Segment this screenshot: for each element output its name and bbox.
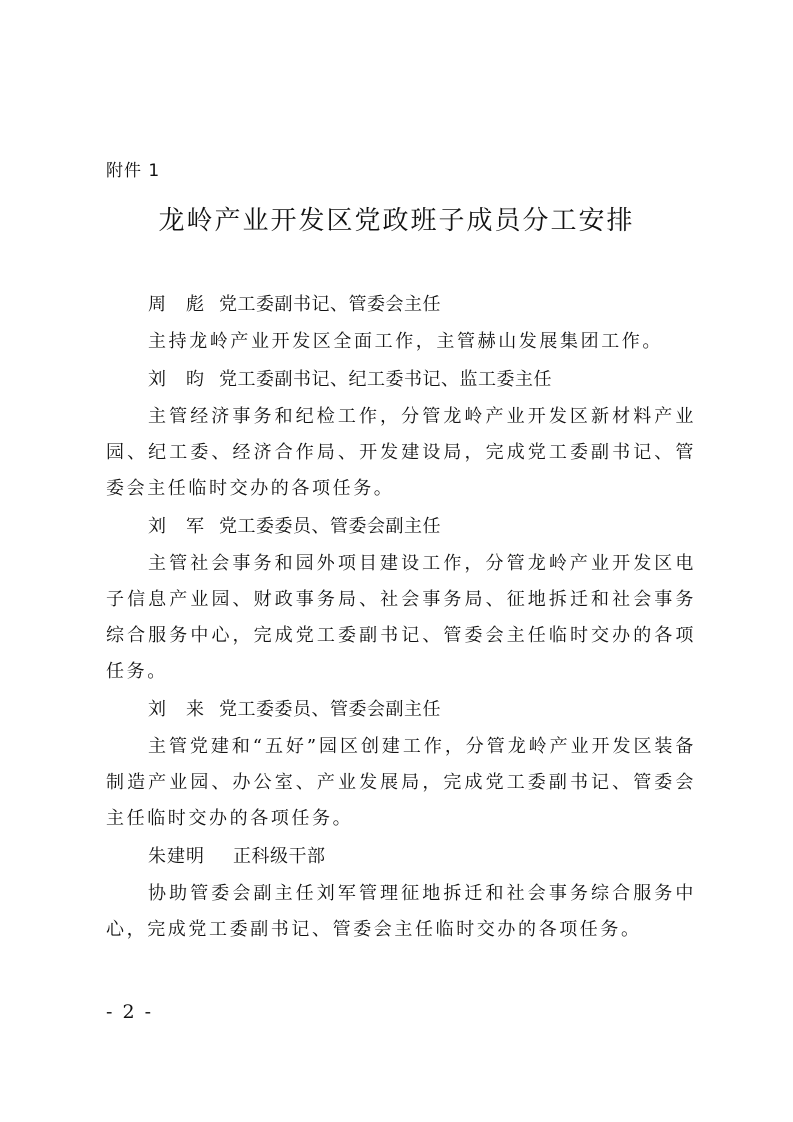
member-name: 刘 来 [148, 699, 205, 720]
member-position: 党工委副书记、管委会主任 [219, 294, 441, 315]
member-duties: 主管社会事务和园外项目建设工作，分管龙岭产业开发区电子信息产业园、财政事务局、社会事务局、征地拆迁和社会事务综合服务中心，完成党工委副书记、管委会主任临时交办的各项任务。 [106, 553, 696, 682]
member-position: 党工委委员、管委会副主任 [219, 699, 441, 720]
member-position: 党工委副书记、纪工委书记、监工委主任 [219, 369, 552, 390]
member-entry [106, 507, 696, 690]
member-duties: 主持龙岭产业开发区全面工作，主管赫山发展集团工作。 [148, 331, 663, 352]
document-title: 龙岭产业开发区党政班子成员分工安排 [158, 206, 635, 236]
member-duties: 主管党建和“五好”园区创建工作，分管龙岭产业开发区装备制造产业园、办公室、产业发展局，完成党工委副书记、管委会主任临时交办的各项任务。 [106, 736, 696, 829]
member-entry [106, 690, 696, 837]
member-name: 周 彪 [148, 294, 205, 315]
member-duties: 协助管委会副主任刘军管理征地拆迁和社会事务综合服务中心，完成党工委副书记、管委会主任临时交办的各项任务。 [106, 883, 696, 940]
member-list [106, 285, 696, 948]
member-header [148, 285, 696, 324]
member-name: 刘 军 [148, 516, 205, 537]
member-position: 正科级干部 [233, 846, 326, 867]
member-name: 刘 昀 [148, 369, 205, 390]
page-number: - 2 - [106, 1001, 154, 1023]
member-header [148, 360, 696, 399]
member-duties: 主管经济事务和纪检工作，分管龙岭产业开发区新材料产业园、纪工委、经济合作局、开发建设局，完成党工委副书记、管委会主任临时交办的各项任务。 [106, 406, 696, 499]
member-entry [106, 285, 696, 360]
member-entry [106, 837, 696, 948]
member-header [148, 507, 696, 546]
member-header [148, 690, 696, 729]
member-position: 党工委委员、管委会副主任 [219, 516, 441, 537]
member-entry [106, 360, 696, 507]
attachment-label: 附件 1 [106, 161, 161, 181]
member-header [148, 837, 696, 876]
member-name: 朱建明 [148, 846, 205, 867]
